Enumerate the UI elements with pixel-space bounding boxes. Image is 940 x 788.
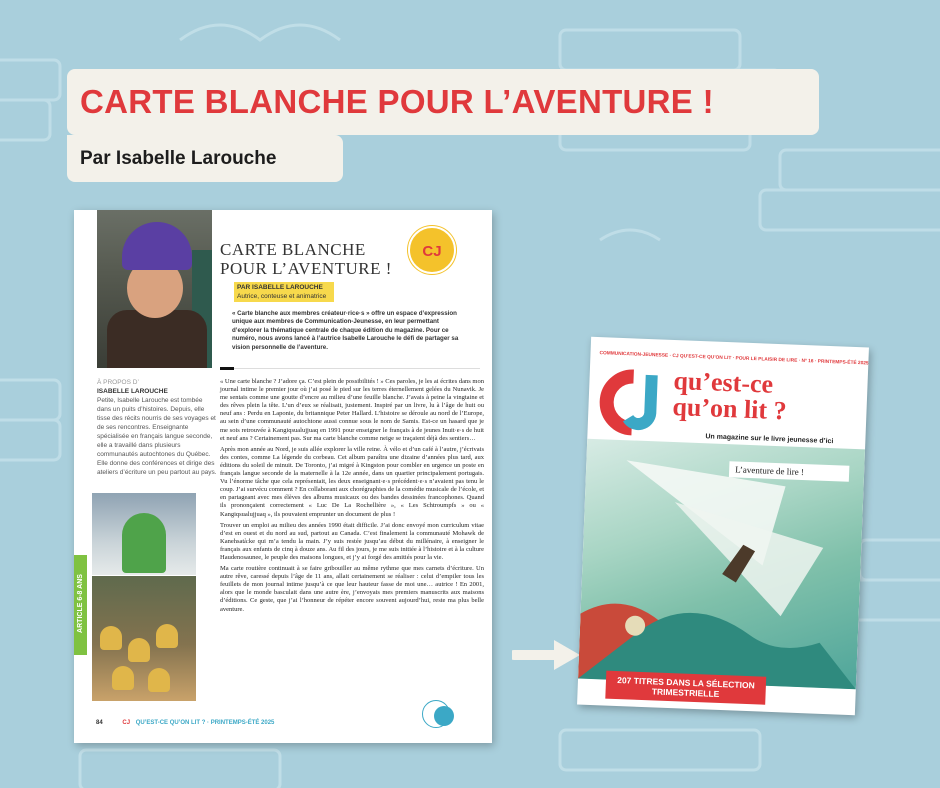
article-intro: « Carte blanche aux membres créateur·rice·s » offre un espace d’expression unique aux membres de Communication-Jeunesse, en leur permettant d’explorer la thématique centrale de chaque édition du magazine. Pour ce numéro, nous avons lancé à l’autrice Isabelle Larouche le défi de partager sa vision personnelle de l’aventure.: [232, 310, 459, 351]
byline-role: Autrice, conteuse et animatrice: [237, 293, 327, 300]
age-tag: [74, 555, 87, 655]
article-byline: [234, 282, 334, 302]
cover-title-line1: qu’est-ce: [672, 366, 774, 399]
body-paragraph: Après mon année au Nord, je suis allée explorer la ville reine. À vélo et d’un café à l’autre, j’écrivais des contes, comme La légende du corbeau. Cet album paraîtra une dizaine d’années plus tard, aux éditions du soleil de minuit. De Toronto, j’ai migré à Kingston pour combler en urgence un poste en français langue seconde de la maternelle à la 12e année, dans un quartier principalement portugais. Vu l’énorme tâche que cela représentait, les deux enseignant·e·s précédent·e·s n’avaient pas tenu le coup. J’ai survécu comment ? En collaborant aux chorégraphies de la comédie musicale de l’école, et en partageant avec mes élèves des albums musicaux ou des bandes dessinées francophones. Quand ils prononçaient correctement « Luc De La Rochellière », « Les Schtroumpfs » ou « Kangiqsualujjuaq », ils pouvaient emprunter un document de plus !: [220, 445, 484, 518]
author-box: [67, 135, 343, 182]
arrow-right-icon: [512, 636, 584, 674]
body-paragraph: Ma carte routière continuait à se faire gribouiller au même rythme que mes carnets d’écriture. Un autre rêve, caressé depuis l’âge de 11 ans, allait certainement se réaliser : celui d’empiler tous les feuillets de mon journal intime jusqu’à ce que leur hauteur fasse de moi une… autrice ! En 2001, alors que le monde basculait dans une autre ère, j’envoyais mes premiers manuscrits aux maisons d’éditions. Ce geste, que j’ai l’honneur de répéter encore souvent aujourd’hui, reste ma plus belle aventure.: [220, 565, 484, 613]
cj-logo-icon: [597, 367, 670, 438]
article-heading-line1: CARTE BLANCHE: [220, 240, 366, 259]
age-tag-label: ARTICLE 6-8 ANS: [77, 574, 84, 633]
article-heading: [220, 240, 392, 278]
about-text: Petite, Isabelle Larouche est tombée dans un puits d’histoires. Depuis, elle tisse des récits nourris de ses voyages et de ses rencontres. Enseignante spécialisée en français langue seconde, elle a travaillé dans plusieurs communautés autochtones du Québec. Elle donne des conférences et dirige des ateliers d’écriture un peu partout au pays.: [97, 397, 217, 476]
badge-logo: CJ: [422, 243, 442, 260]
member-badge: [408, 226, 456, 274]
divider-accent: [220, 367, 234, 370]
page-footer: [96, 720, 456, 726]
article-heading-line2: POUR L’AVENTURE !: [220, 259, 392, 278]
about-author: [97, 378, 217, 477]
cover-tagline: L’aventure de lire !: [729, 461, 850, 482]
cover-topline-text: COMMUNICATION-JEUNESSE · CJ QU’EST-CE QU’ON LIT · POUR LE PLAISIR DE LIRE · Nº 16 · PRINTEMPS-ÉTÉ 2025: [599, 351, 869, 367]
main-title: CARTE BLANCHE POUR L’AVENTURE !: [80, 83, 714, 120]
page-number: 84: [96, 720, 103, 726]
article-page: [74, 210, 492, 743]
byline-author: PAR ISABELLE LAROUCHE: [237, 284, 323, 291]
author-photo: [97, 210, 212, 368]
magazine-cover: [577, 337, 869, 715]
author-line: Par Isabelle Larouche: [80, 148, 277, 169]
cover-title: [672, 368, 788, 424]
about-name: ISABELLE LAROUCHE: [97, 388, 168, 395]
snow-photo: [92, 493, 196, 575]
cover-subtitle: Un magazine sur le livre jeunesse d’ici: [705, 433, 834, 446]
classroom-photo: [92, 576, 196, 701]
cover-title-line2: qu’on lit ?: [671, 391, 788, 426]
body-paragraph: « Une carte blanche ? J’adore ça. C’est plein de possibilités ! » Ces paroles, je les ai écrites dans mon journal intime le premier jour où j’ai posé le pied sur les terres éternellement gelées du Nunavik. Je me sentais comme une goutte d’encre au milieu d’une feuille blanche. J’avais à peine la vingtaine et des rêves plein la tête. L’un d’eux se réalisait, justement. Inspiré par un livre, lu à l’âge de huit ou neuf ans : Perdu en Laponie, du britannique Peter Hallard. L’histoire se déroule au nord de l’Europe, au sein d’une communauté autochtone aussi connue sous le nom de Samis. Est-ce un hasard que je me sois retrouvée à Kangiqsualujjuaq en 1991 pour enseigner le français à de jeunes Inuit·e·s de huit et neuf ans ? Certainement pas. Sur ma carte blanche comme neige se traçaient déjà des sentiers…: [220, 378, 484, 442]
footer-text: QU’EST-CE QU’ON LIT ? · PRINTEMPS-ÉTÉ 2025: [135, 720, 275, 726]
about-label: À PROPOS D’: [97, 379, 139, 386]
footer-logo: CJ: [122, 720, 131, 726]
body-paragraph: Trouver un emploi au milieu des années 1990 était difficile. J’ai donc envoyé mon curriculum vitae d’est en ouest et du nord au sud, partout au Canada. C’est finalement la communauté Mohawk de Kanehsatà:ke qui m’a tendu la main. J’y suis restée jusqu’au début du millénaire, à enseigner le français aux enfants de cinq à douze ans. Au fil des jours, je me suis initiée à l’histoire et à la culture Haudenosaunee, le peuple des maisons longues, et j’y ai forgé des amitiés pour la vie.: [220, 521, 484, 561]
cover-topline: [599, 351, 869, 367]
cover-banner: 207 TITRES DANS LA SÉLECTION TRIMESTRIELLE: [605, 671, 766, 705]
divider: [220, 368, 480, 369]
title-box: [67, 69, 819, 135]
article-body: [220, 378, 484, 617]
